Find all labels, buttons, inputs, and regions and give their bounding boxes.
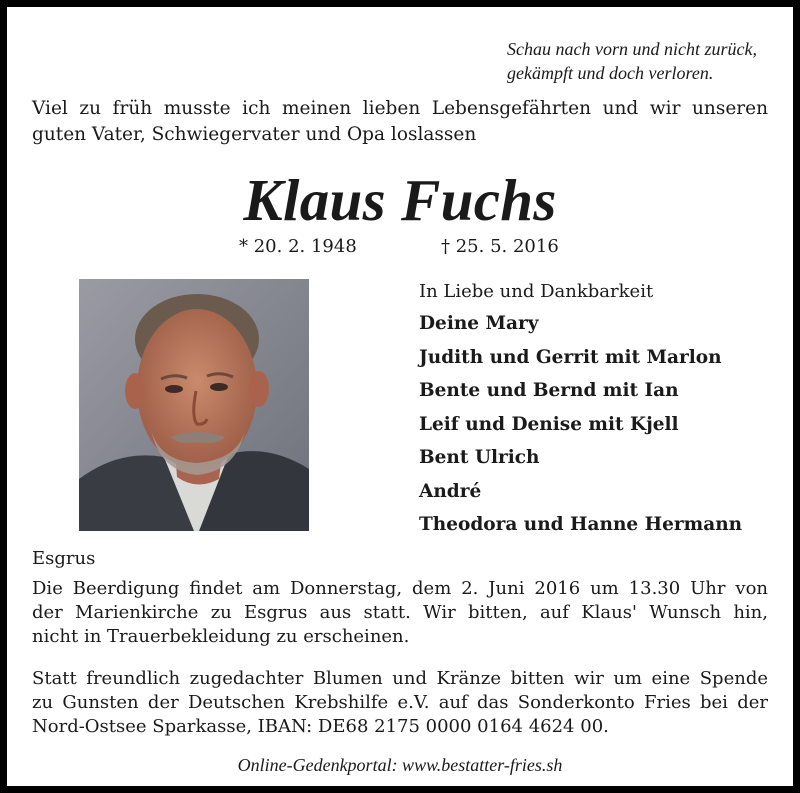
portrait-photo <box>79 279 309 531</box>
mourner-name: André <box>419 480 482 502</box>
intro-line-2: guten Vater, Schwiegervater und Opa loslassen <box>32 124 477 145</box>
quote-line-1: Schau nach vorn und nicht zurück, <box>507 39 757 59</box>
mourner-name: Deine Mary <box>419 313 539 334</box>
death-date: † 25. 5. 2016 <box>441 236 559 257</box>
mourner-name: Judith und Gerrit mit Marlon <box>419 346 722 368</box>
quote-line-2: gekämpft und doch verloren. <box>507 63 714 83</box>
mourner-name: Leif und Denise mit Kjell <box>419 413 679 435</box>
birth-date: * 20. 2. 1948 <box>239 236 357 257</box>
place-name: Esgrus <box>32 548 96 569</box>
mourners-intro: In Liebe und Dankbarkeit <box>419 281 654 302</box>
memorial-quote <box>507 37 757 85</box>
donation-line: zu Gunsten der Deutschen Krebshilfe e.V. auf das Sonderkonto Fries bei der <box>32 692 768 713</box>
deceased-name: Klaus Fuchs <box>243 167 557 233</box>
donation-line: Nord-Ostsee Sparkasse, IBAN: DE68 2175 0000 0164 4624 00. <box>32 716 609 737</box>
funeral-line: nicht in Trauerbekleidung zu erscheinen. <box>32 626 410 647</box>
online-memorial-portal-link[interactable]: Online-Gedenkportal: www.bestatter-fries.sh <box>237 755 563 775</box>
mourners-list <box>419 277 742 542</box>
donation-info <box>32 667 768 739</box>
intro-line-1: Viel zu früh musste ich meinen lieben Lebensgefährten und wir unseren <box>32 98 768 119</box>
mourner-name: Theodora und Hanne Hermann <box>419 514 743 535</box>
mourner-name: Bent Ulrich <box>419 447 540 468</box>
funeral-line: der Marienkirche zu Esgrus aus statt. Wir bitten, auf Klaus' Wunsch hin, <box>32 602 768 623</box>
funeral-line: Die Beerdigung findet am Donnerstag, dem 2. Juni 2016 um 13.30 Uhr von <box>32 578 768 599</box>
funeral-info <box>32 577 768 649</box>
mourner-name: Bente und Bernd mit Ian <box>419 380 679 401</box>
intro-text <box>32 96 768 148</box>
donation-line: Statt freundlich zugedachter Blumen und Kränze bitten wir um eine Spende <box>32 668 768 689</box>
